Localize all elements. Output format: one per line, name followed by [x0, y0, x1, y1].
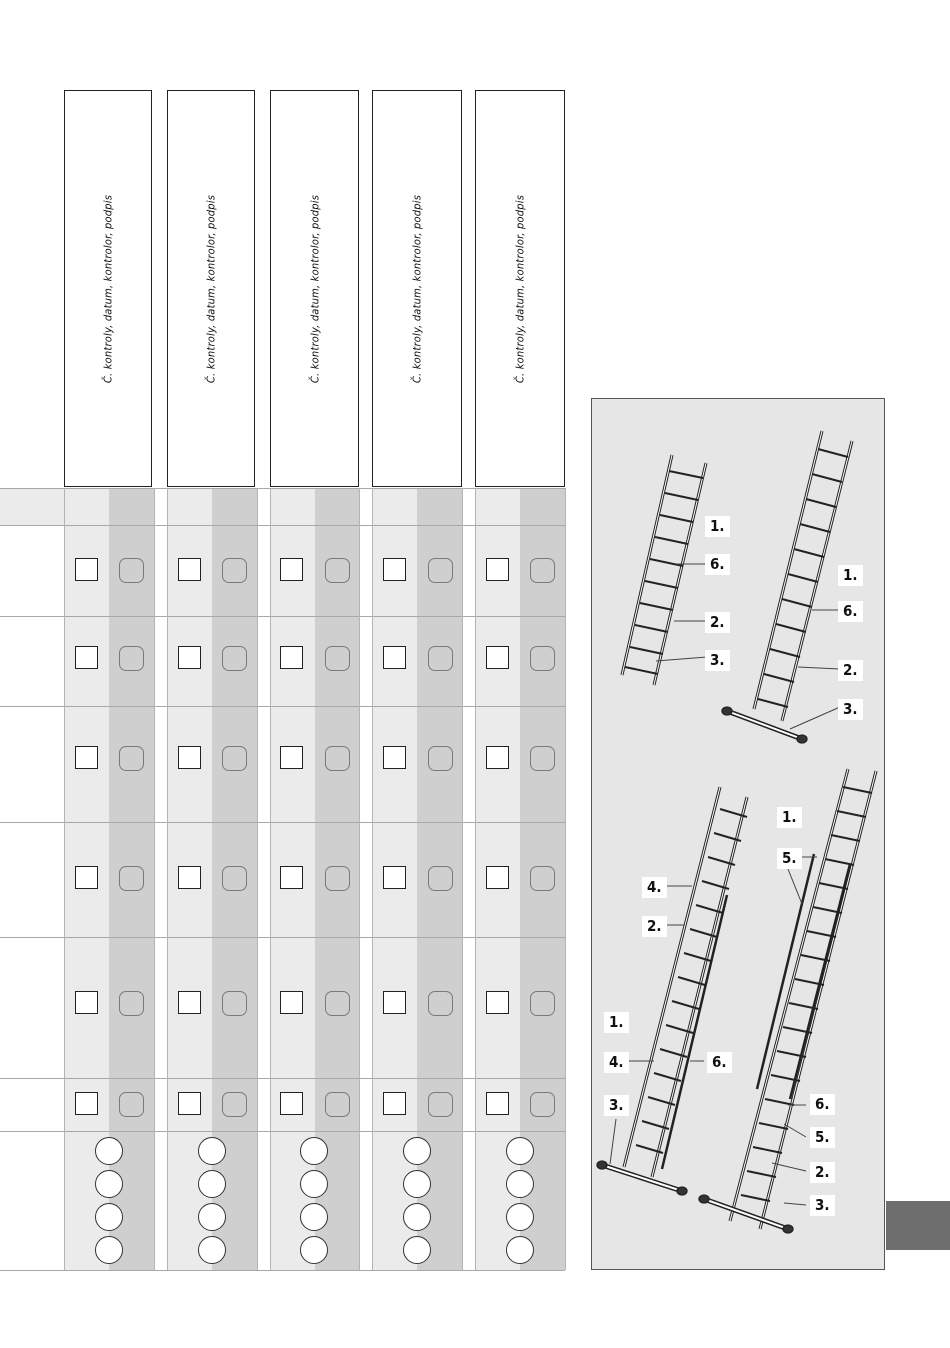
- result-circle[interactable]: [95, 1203, 123, 1231]
- callout-label: 1.: [604, 1012, 629, 1033]
- defect-checkbox[interactable]: [222, 866, 247, 891]
- result-circle[interactable]: [403, 1137, 431, 1165]
- inspection-header-label: Č. kontroly, datum, kontrolor, podpis: [308, 194, 321, 383]
- grid-line: [154, 488, 155, 1270]
- result-circle[interactable]: [403, 1170, 431, 1198]
- grid-line: [0, 937, 565, 938]
- ok-checkbox[interactable]: [280, 1092, 303, 1115]
- defect-checkbox[interactable]: [428, 1092, 453, 1117]
- result-circle[interactable]: [95, 1170, 123, 1198]
- result-circle[interactable]: [198, 1170, 226, 1198]
- ok-checkbox[interactable]: [178, 558, 201, 581]
- defect-checkbox[interactable]: [222, 746, 247, 771]
- callout-label: 1.: [838, 565, 863, 586]
- ladder-illustrations: [592, 399, 886, 1271]
- defect-checkbox[interactable]: [119, 866, 144, 891]
- inspection-header-box[interactable]: [167, 90, 255, 487]
- result-circle[interactable]: [506, 1170, 534, 1198]
- ok-checkbox[interactable]: [486, 646, 509, 669]
- callout-label: 1.: [777, 807, 802, 828]
- defect-checkbox[interactable]: [428, 866, 453, 891]
- ok-checkbox[interactable]: [178, 646, 201, 669]
- grid-line: [0, 1131, 565, 1132]
- ok-checkbox[interactable]: [486, 866, 509, 889]
- callout-label: 6.: [707, 1052, 732, 1073]
- defect-checkbox[interactable]: [530, 646, 555, 671]
- ok-checkbox[interactable]: [486, 1092, 509, 1115]
- grid-line: [167, 488, 168, 1270]
- defect-checkbox[interactable]: [119, 746, 144, 771]
- defect-checkbox[interactable]: [325, 991, 350, 1016]
- result-circle[interactable]: [506, 1236, 534, 1264]
- result-circle[interactable]: [300, 1203, 328, 1231]
- callout-label: 3.: [705, 650, 730, 671]
- ok-checkbox[interactable]: [178, 866, 201, 889]
- single-ladder-drawing: [622, 455, 706, 685]
- ok-checkbox[interactable]: [486, 558, 509, 581]
- defect-checkbox[interactable]: [222, 646, 247, 671]
- defect-checkbox[interactable]: [222, 558, 247, 583]
- ok-checkbox[interactable]: [75, 746, 98, 769]
- defect-checkbox[interactable]: [530, 866, 555, 891]
- result-circle[interactable]: [300, 1137, 328, 1165]
- defect-checkbox[interactable]: [530, 746, 555, 771]
- defect-checkbox[interactable]: [428, 558, 453, 583]
- grid-line: [372, 488, 373, 1270]
- grid-line: [270, 488, 271, 1270]
- result-circle[interactable]: [198, 1236, 226, 1264]
- grid-line: [0, 616, 565, 617]
- ok-checkbox[interactable]: [178, 991, 201, 1014]
- callout-label: 1.: [705, 516, 730, 537]
- ok-checkbox[interactable]: [383, 1092, 406, 1115]
- result-circle[interactable]: [95, 1137, 123, 1165]
- ok-checkbox[interactable]: [383, 646, 406, 669]
- defect-checkbox[interactable]: [119, 646, 144, 671]
- defect-checkbox[interactable]: [530, 558, 555, 583]
- inspection-header-label: Č. kontroly, datum, kontrolor, podpis: [410, 194, 424, 383]
- ok-checkbox[interactable]: [486, 991, 509, 1014]
- grid-line: [0, 1270, 565, 1271]
- result-circle[interactable]: [403, 1236, 431, 1264]
- inspection-header-box[interactable]: [475, 90, 565, 487]
- defect-checkbox[interactable]: [119, 558, 144, 583]
- callout-label: 2.: [705, 612, 730, 633]
- ok-checkbox[interactable]: [383, 746, 406, 769]
- defect-checkbox[interactable]: [428, 746, 453, 771]
- callout-label: 4.: [642, 877, 667, 898]
- defect-checkbox[interactable]: [119, 1092, 144, 1117]
- inspection-header-label: Č. kontroly, datum, kontrolor, podpis: [101, 194, 115, 383]
- row-header-cell: [0, 488, 64, 525]
- defect-checkbox[interactable]: [325, 646, 350, 671]
- inspection-header-box[interactable]: [64, 90, 152, 487]
- callout-label: 3.: [604, 1095, 629, 1116]
- two-part-ladder-drawing: [597, 787, 747, 1195]
- callout-label: 2.: [810, 1162, 835, 1183]
- inspection-header-box[interactable]: [372, 90, 462, 487]
- grid-line: [0, 525, 565, 526]
- ok-checkbox[interactable]: [383, 558, 406, 581]
- defect-checkbox[interactable]: [222, 1092, 247, 1117]
- callout-label: 6.: [810, 1094, 835, 1115]
- grid-line: [462, 488, 463, 1270]
- defect-checkbox[interactable]: [325, 746, 350, 771]
- grid-line: [565, 488, 566, 1270]
- ladder-with-stabilizer-drawing: [722, 431, 852, 743]
- grid-line: [0, 1078, 565, 1079]
- grid-line: [0, 706, 565, 707]
- ok-checkbox[interactable]: [178, 1092, 201, 1115]
- ok-checkbox[interactable]: [280, 991, 303, 1014]
- ok-checkbox[interactable]: [75, 991, 98, 1014]
- grid-line: [475, 488, 476, 1270]
- ok-checkbox[interactable]: [280, 558, 303, 581]
- defect-checkbox[interactable]: [325, 866, 350, 891]
- defect-checkbox[interactable]: [222, 991, 247, 1016]
- callout-label: 3.: [810, 1195, 835, 1216]
- result-circle[interactable]: [300, 1170, 328, 1198]
- ladder-illustration-panel: [591, 398, 885, 1270]
- callout-label: 2.: [838, 660, 863, 681]
- ok-checkbox[interactable]: [280, 866, 303, 889]
- inspection-header-box[interactable]: [270, 90, 359, 487]
- result-circle[interactable]: [198, 1203, 226, 1231]
- result-circle[interactable]: [506, 1137, 534, 1165]
- defect-checkbox[interactable]: [325, 1092, 350, 1117]
- result-circle[interactable]: [95, 1236, 123, 1264]
- callout-label: 6.: [705, 554, 730, 575]
- grid-line: [0, 822, 565, 823]
- callout-label: 5.: [810, 1127, 835, 1148]
- defect-checkbox[interactable]: [428, 646, 453, 671]
- callout-label: 5.: [777, 848, 802, 869]
- ok-checkbox[interactable]: [75, 558, 98, 581]
- ok-checkbox[interactable]: [75, 866, 98, 889]
- grid-line: [359, 488, 360, 1270]
- ok-checkbox[interactable]: [486, 746, 509, 769]
- ok-checkbox[interactable]: [75, 1092, 98, 1115]
- ok-checkbox[interactable]: [75, 646, 98, 669]
- page-edge-tab: [886, 1201, 950, 1250]
- defect-checkbox[interactable]: [119, 991, 144, 1016]
- result-circle[interactable]: [506, 1203, 534, 1231]
- callout-label: 6.: [838, 601, 863, 622]
- ok-checkbox[interactable]: [280, 646, 303, 669]
- defect-checkbox[interactable]: [428, 991, 453, 1016]
- grid-line: [257, 488, 258, 1270]
- grid-line: [64, 488, 65, 1270]
- ok-checkbox[interactable]: [383, 866, 406, 889]
- result-circle[interactable]: [403, 1203, 431, 1231]
- inspection-header-label: Č. kontroly, datum, kontrolor, podpis: [204, 194, 218, 383]
- three-part-ladder-drawing: [699, 769, 876, 1233]
- grid-line: [0, 488, 565, 489]
- callout-label: 4.: [604, 1052, 629, 1073]
- ok-checkbox[interactable]: [383, 991, 406, 1014]
- defect-checkbox[interactable]: [530, 1092, 555, 1117]
- defect-checkbox[interactable]: [325, 558, 350, 583]
- defect-checkbox[interactable]: [530, 991, 555, 1016]
- callout-label: 2.: [642, 916, 667, 937]
- inspection-header-label: Č. kontroly, datum, kontrolor, podpis: [513, 194, 527, 383]
- result-circle[interactable]: [300, 1236, 328, 1264]
- ok-checkbox[interactable]: [178, 746, 201, 769]
- ok-checkbox[interactable]: [280, 746, 303, 769]
- callout-label: 3.: [838, 699, 863, 720]
- result-circle[interactable]: [198, 1137, 226, 1165]
